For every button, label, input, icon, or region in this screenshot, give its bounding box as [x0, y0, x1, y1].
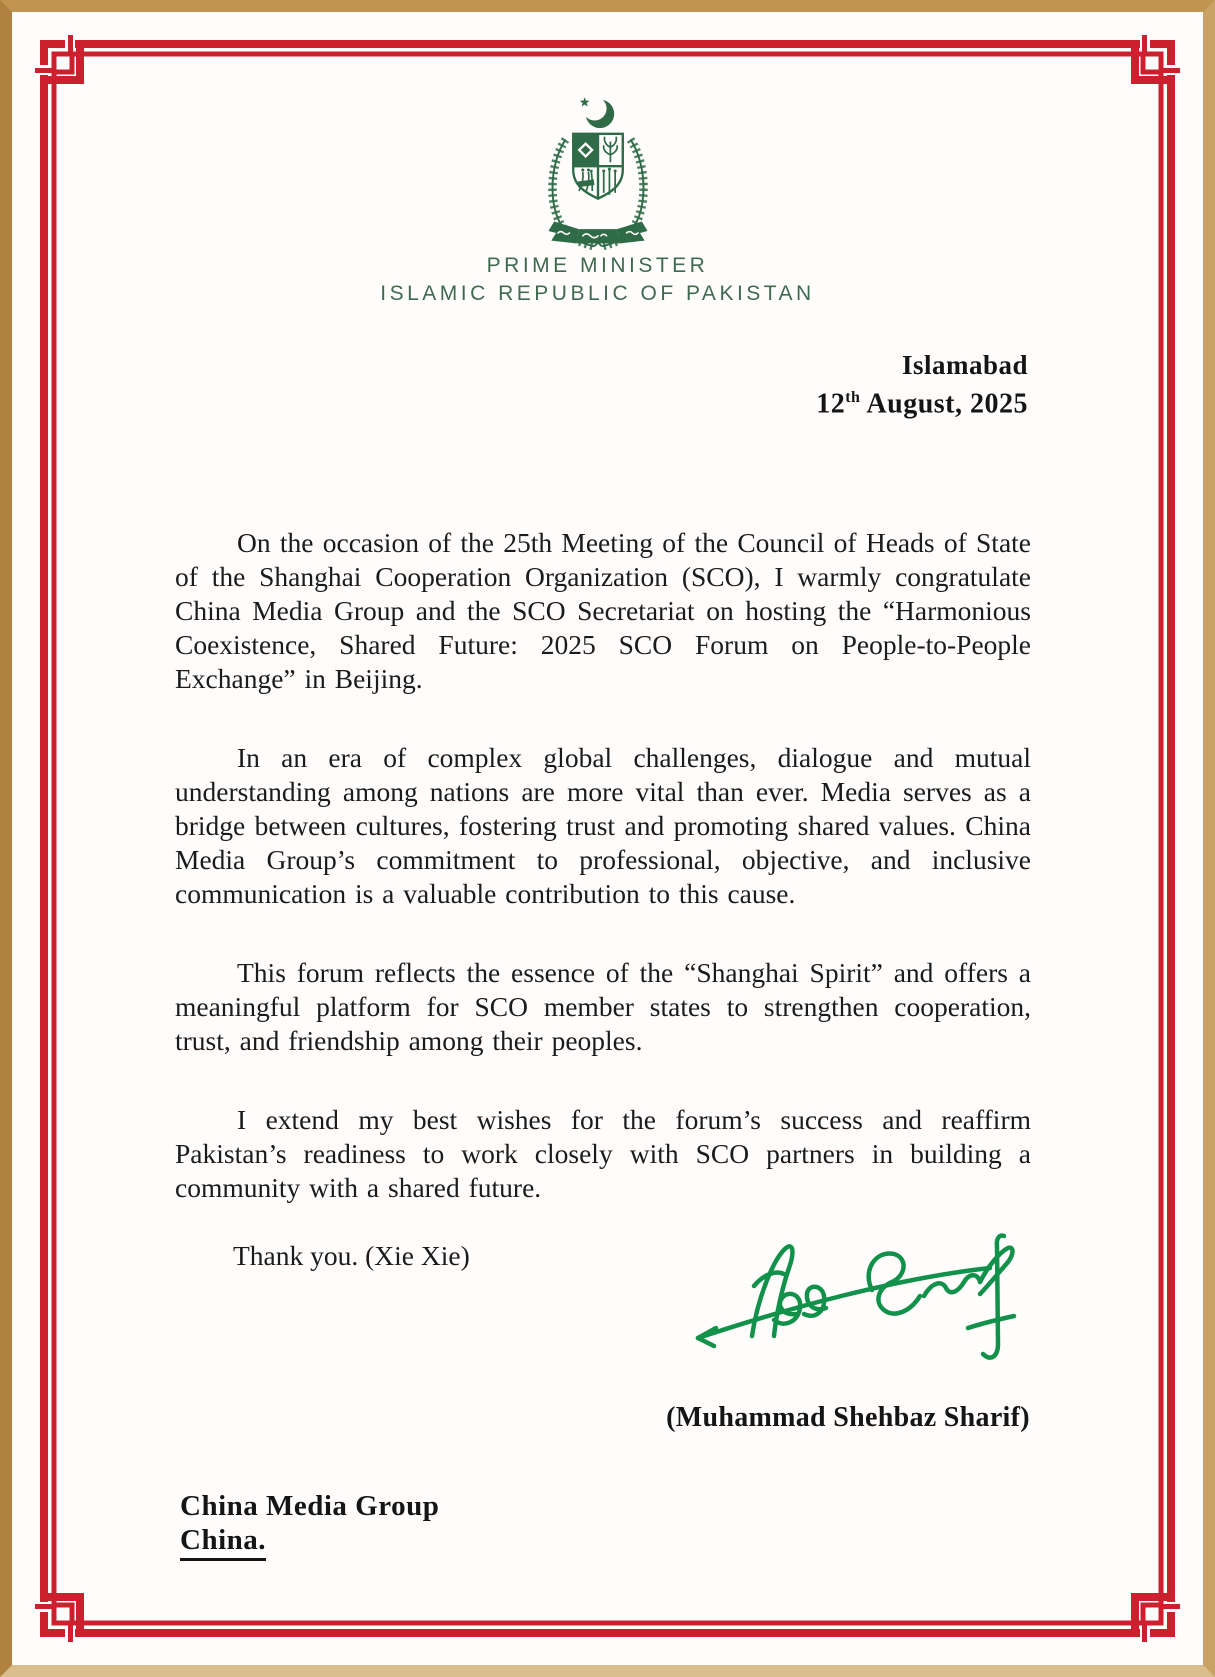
addressee-country: China.: [180, 1524, 266, 1561]
signature-ink-icon: [688, 1228, 1030, 1372]
closing-line: Thank you. (Xie Xie): [233, 1240, 470, 1271]
dateline-ordinal: th: [845, 389, 861, 406]
letterhead-title-line1: PRIME MINISTER: [486, 254, 709, 277]
dateline: [816, 350, 1028, 420]
paragraph-2: In an era of complex global challenges, dialogue and mutual understanding among nations are more vital than ever. Media serves as a bridge between cultures, fostering trust and promoting shared values. China Media Group’s commitment to professional, objective, and inclusive communication is a valuable contribution to this cause.: [175, 742, 1031, 909]
signer-name: (Muhammad Shehbaz Sharif): [666, 1402, 1030, 1433]
paragraph-4: I extend my best wishes for the forum’s success and reaffirm Pakistan’s readiness to work closely with SCO partners in building a community with a shared future.: [175, 1104, 1031, 1203]
paragraph-1: On the occasion of the 25th Meeting of the Council of Heads of State of the Shanghai Cooperation Organization (SCO), I warmly congratulate China Media Group and the SCO Secretariat on hosting the “Harmonious Coexistence, Shared Future: 2025 SCO Forum on People-to-People Exchange” in Beijing.: [175, 527, 1031, 694]
dateline-day: 12: [816, 388, 846, 420]
letter-body: [175, 526, 1031, 1250]
letterhead: [0, 90, 1205, 308]
addressee-organization: China Media Group: [180, 1490, 440, 1522]
pakistan-state-emblem-icon: [531, 90, 665, 252]
dateline-date: [816, 381, 1028, 420]
letterhead-title-line2: ISLAMIC REPUBLIC OF PAKISTAN: [380, 282, 815, 305]
dateline-month-year: August, 2025: [860, 388, 1028, 420]
addressee-block: [180, 1488, 439, 1561]
paragraph-3: This forum reflects the essence of the “Shanghai Spirit” and offers a meaningful platform for SCO member states to strengthen cooperation, trust, and friendship among their peoples.: [175, 957, 1031, 1056]
dateline-city: Islamabad: [901, 350, 1028, 380]
